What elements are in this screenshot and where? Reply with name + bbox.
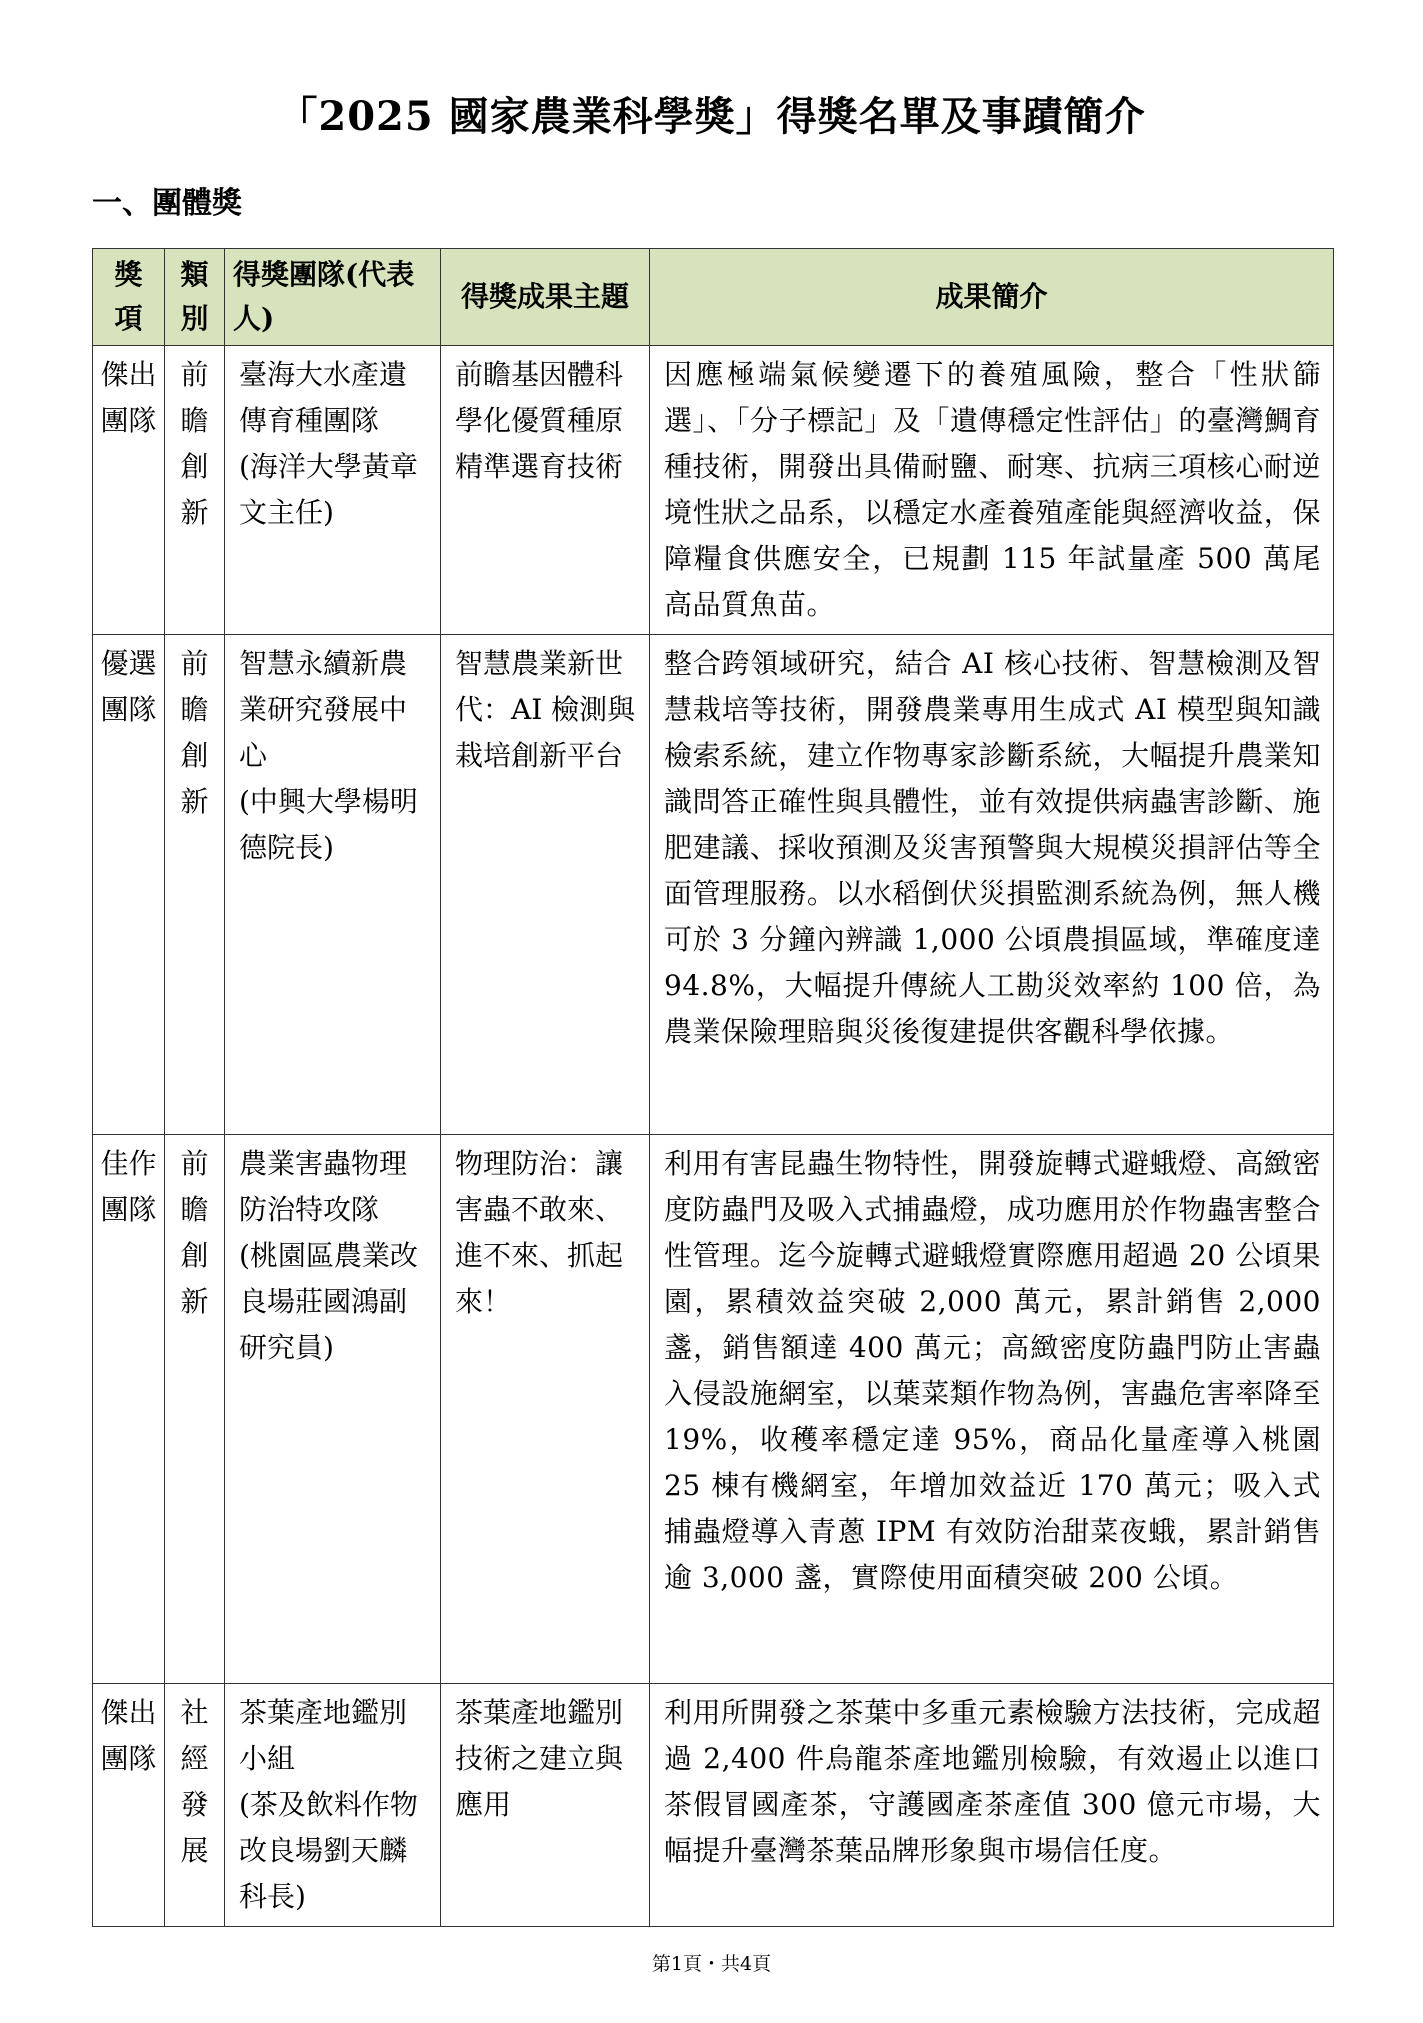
topic-cell: 智慧農業新世代：AI 檢測與栽培創新平台: [441, 635, 650, 1135]
header-topic: 得獎成果主題: [441, 249, 650, 346]
summary-cell: 整合跨領域研究，結合 AI 核心技術、智慧檢測及智慧栽培等技術，開發農業專用生成式 AI 模型與知識檢索系統，建立作物專家診斷系統，大幅提升農業知識問答正確性與具體性，並有效提供病蟲害診斷、施肥建議、採收預測及災害預警與大規模災損評估等全面管理服務。以水稻倒伏災損監測系統為例，無人機可於 3 分鐘內辨識 1,000 公頃農損區域，準確度達 94.8%，大幅提升傳統人工勘災效率約 100 倍，為農業保險理賠與災後復建提供客觀科學依據。: [650, 635, 1334, 1135]
team-representative: (桃園區農業改良場莊國鴻副研究員): [239, 1239, 418, 1364]
category-cell: 前瞻創新: [165, 635, 225, 1135]
table-header-row: [93, 249, 1334, 346]
team-name: 臺海大水產遺傳育種團隊: [239, 358, 408, 437]
header-team: 得獎團隊(代表人): [225, 249, 441, 346]
topic-cell: 物理防治：讓害蟲不敢來、進不來、抓起來！: [441, 1135, 650, 1684]
team-cell: [225, 635, 441, 1135]
team-representative: (海洋大學黃章文主任): [239, 450, 418, 529]
award-type-cell: 佳作團隊: [93, 1135, 165, 1684]
table-row: [93, 1135, 1334, 1684]
table-row: [93, 346, 1334, 635]
summary-cell: 利用有害昆蟲生物特性，開發旋轉式避蛾燈、高緻密度防蟲門及吸入式捕蟲燈，成功應用於作物蟲害整合性管理。迄今旋轉式避蛾燈實際應用超過 20 公頃果園，累積效益突破 2,000 萬元，累計銷售 2,000 盞，銷售額達 400 萬元；高緻密度防蟲門防止害蟲入侵設施網室，以葉菜類作物為例，害蟲危害率降至 19%，收穫率穩定達 95%，商品化量產導入桃園 25 棟有機網室，年增加效益近 170 萬元；吸入式捕蟲燈導入青蔥 IPM 有效防治甜菜夜蛾，累計銷售逾 3,000 盞，實際使用面積突破 200 公頃。: [650, 1135, 1334, 1684]
award-type-cell: 優選團隊: [93, 635, 165, 1135]
category-cell: 前瞻創新: [165, 1135, 225, 1684]
team-name: 智慧永續新農業研究發展中心: [239, 647, 408, 772]
summary-cell: 因應極端氣候變遷下的養殖風險，整合「性狀篩選」、「分子標記」及「遺傳穩定性評估」的臺灣鯛育種技術，開發出具備耐鹽、耐寒、抗病三項核心耐逆境性狀之品系，以穩定水產養殖產能與經濟收益，保障糧食供應安全，已規劃 115 年試量產 500 萬尾高品質魚苗。: [650, 346, 1334, 635]
team-cell: [225, 1684, 441, 1927]
document-title: 「2025 國家農業科學獎」得獎名單及事蹟簡介: [277, 93, 1146, 140]
table-row: [93, 1684, 1334, 1927]
awards-table: [92, 248, 1334, 1927]
section-heading: 一、團體獎: [92, 186, 242, 221]
table-row: [93, 635, 1334, 1135]
header-category: 類別: [165, 249, 225, 346]
category-cell: 前瞻創新: [165, 346, 225, 635]
team-name: 茶葉產地鑑別小組: [239, 1696, 408, 1775]
team-representative: (中興大學楊明德院長): [239, 785, 418, 864]
award-type-cell: 傑出團隊: [93, 346, 165, 635]
award-type-cell: 傑出團隊: [93, 1684, 165, 1927]
category-cell: 社經發展: [165, 1684, 225, 1927]
topic-cell: 茶葉產地鑑別技術之建立與應用: [441, 1684, 650, 1927]
team-cell: [225, 346, 441, 635]
summary-cell: 利用所開發之茶葉中多重元素檢驗方法技術，完成超過 2,400 件烏龍茶產地鑑別檢驗，有效遏止以進口茶假冒國產茶，守護國產茶產值 300 億元市場，大幅提升臺灣茶葉品牌形象與市場信任度。: [650, 1684, 1334, 1927]
topic-cell: 前瞻基因體科學化優質種原精準選育技術: [441, 346, 650, 635]
team-representative: (茶及飲料作物改良場劉天麟科長): [239, 1788, 418, 1913]
header-summary: 成果簡介: [650, 249, 1334, 346]
team-name: 農業害蟲物理防治特攻隊: [239, 1147, 408, 1226]
header-award-type: 獎項: [93, 249, 165, 346]
team-cell: [225, 1135, 441, 1684]
page-footer: 第1頁・共4頁: [651, 1953, 772, 1975]
